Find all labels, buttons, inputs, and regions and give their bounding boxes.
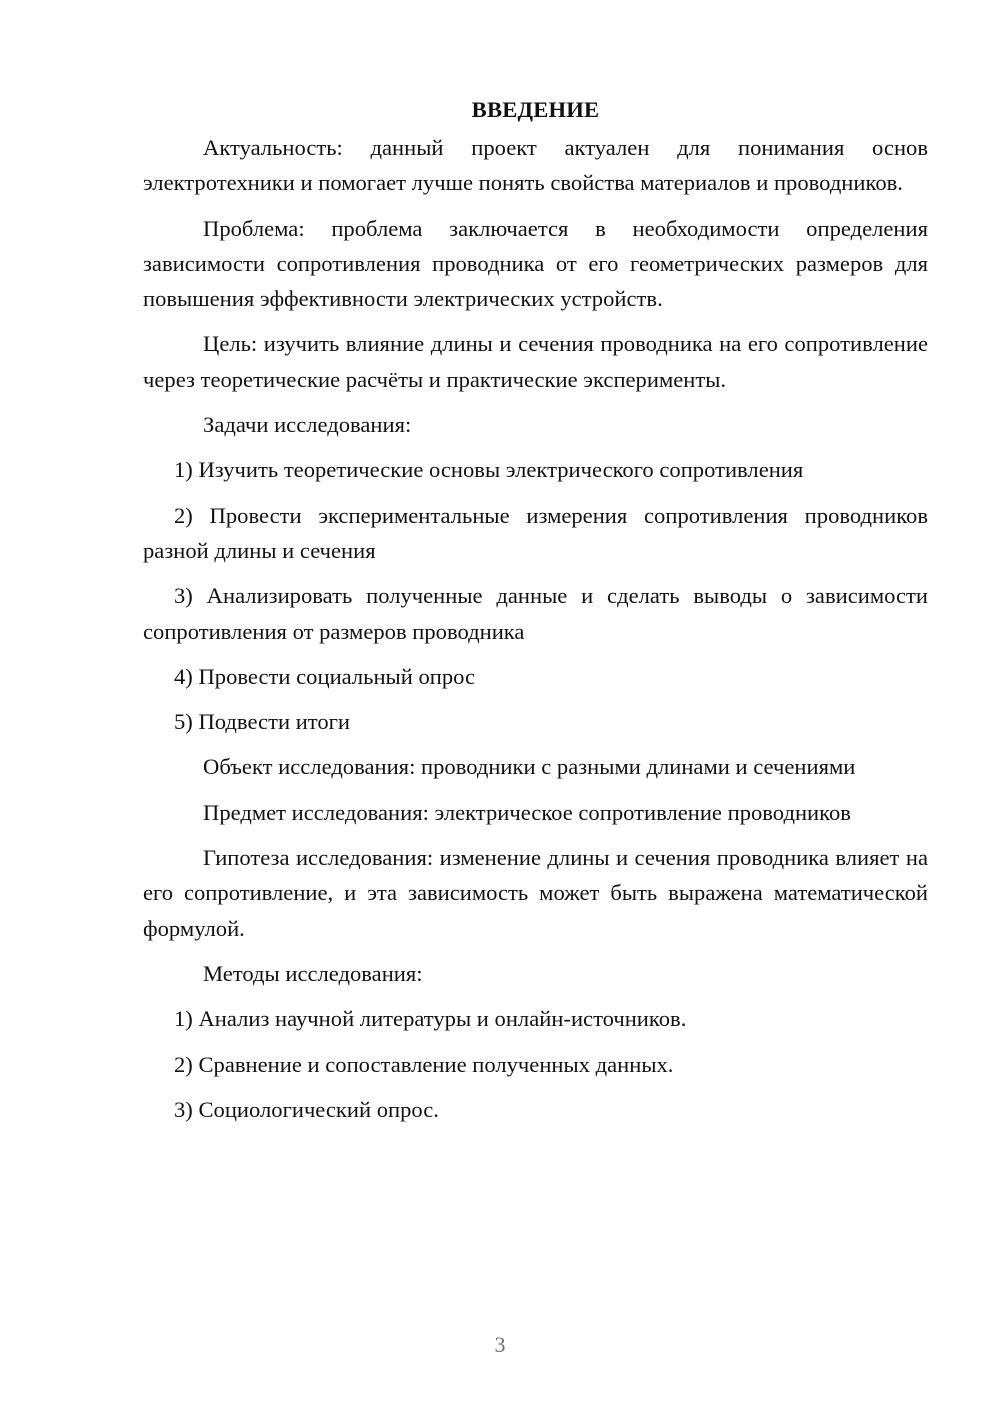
methods-heading: Методы исследования: [203, 960, 423, 986]
task-item-4: 4) Провести социальный опрос [174, 663, 476, 689]
goal-paragraph: Цель: изучить влияние длины и сечения проводника на его сопротивление через теоретические расчёты и практические эксперименты. [143, 331, 928, 392]
task-item-1: 1) Изучить теоретические основы электрического сопротивления [174, 457, 804, 483]
research-hypothesis: Гипотеза исследования: изменение длины и сечения проводника влияет на его сопротивление, и эта зависимость может быть выражена математической формулой. [143, 845, 928, 941]
problem-paragraph: Проблема: проблема заключается в необходимости определения зависимости сопротивления проводника от его геометрических размеров для повышения эффективности электрических устройств. [143, 215, 928, 312]
task-item-2: 2) Провести экспериментальные измерения сопротивления проводников разной длины и сечения [143, 502, 928, 563]
method-item-1: 1) Анализ научной литературы и онлайн-источников. [174, 1006, 687, 1032]
document-body [143, 92, 928, 1137]
actuality-paragraph: Актуальность: данный проект актуален для понимания основ электротехники и помогает лучше понять свойства материалов и проводников. [143, 135, 928, 196]
method-item-2: 2) Сравнение и сопоставление полученных данных. [174, 1051, 674, 1077]
research-object: Объект исследования: проводники с разными длинами и сечениями [203, 754, 856, 780]
section-title: ВВЕДЕНИЕ [471, 97, 600, 122]
tasks-heading: Задачи исследования: [203, 412, 412, 438]
task-item-5: 5) Подвести итоги [174, 709, 351, 735]
research-subject: Предмет исследования: электрическое сопротивление проводников [203, 799, 851, 825]
method-item-3: 3) Социологический опрос. [174, 1096, 439, 1122]
page-number: 3 [494, 1332, 506, 1357]
task-item-3: 3) Анализировать полученные данные и сделать выводы о зависимости сопротивления от размеров проводника [143, 583, 928, 644]
